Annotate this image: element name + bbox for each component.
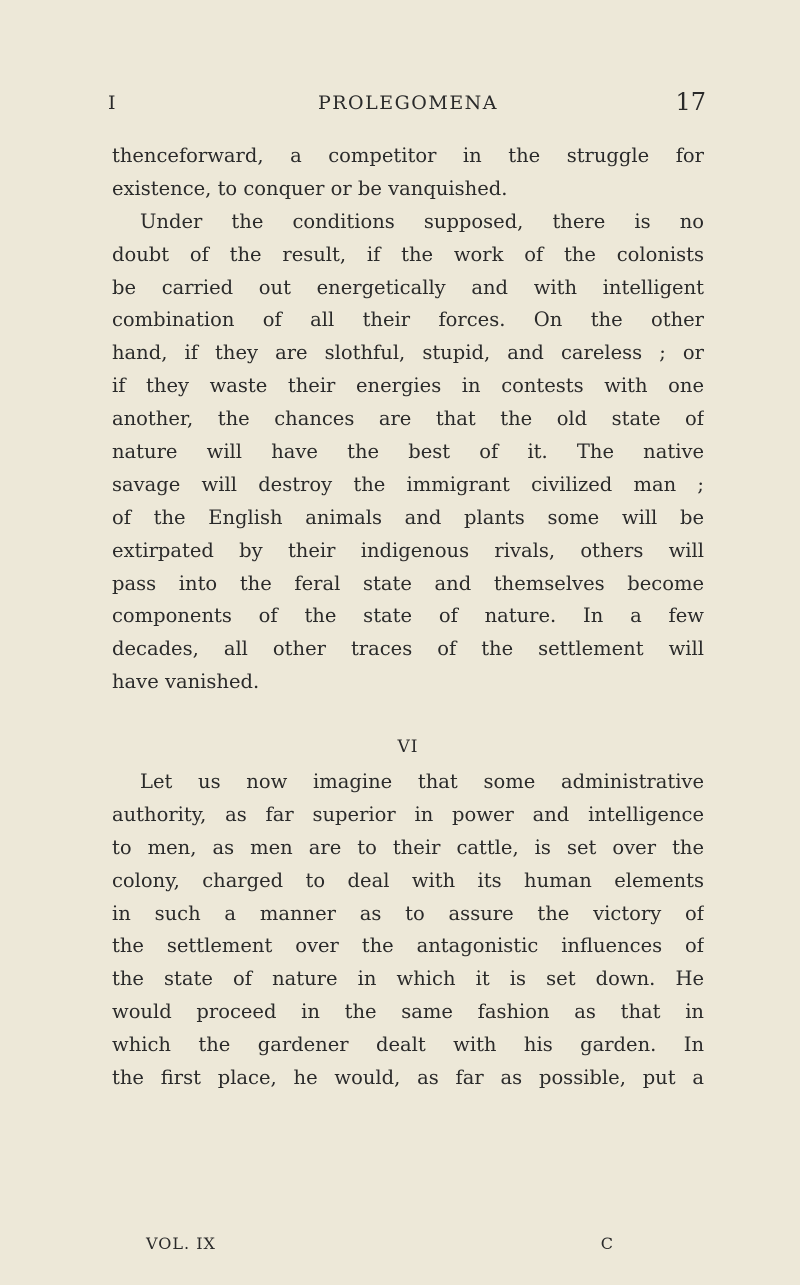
text-line: the state of nature in which it is set down. He [112,967,704,991]
running-title: PROLEGOMENA [317,92,499,114]
signature-mark: C [600,1234,614,1253]
text-line: pass into the feral state and themselves become [112,571,704,595]
text-line: which the gardener dealt with his garden. In [112,1033,704,1057]
text-line: components of the state of nature. In a few [112,604,704,628]
page-number: 17 [675,88,706,116]
text-line: in such a manner as to assure the victory of [112,901,704,925]
running-header [108,88,708,118]
text-line: Let us now imagine that some administrative [140,770,704,794]
text-line: would proceed in the same fashion as that in [112,1000,704,1024]
text-line: the first place, he would, as far as possible, put a [112,1066,704,1090]
text-line: the settlement over the antagonistic influences of [112,934,704,958]
page-footer [146,1234,614,1258]
text-line: combination of all their forces. On the other [112,308,704,332]
text-line: to men, as men are to their cattle, is set over the [112,835,704,859]
text-line: authority, as far superior in power and intelligence [112,802,704,826]
section-heading: VI [397,737,419,758]
text-line: nature will have the best of it. The native [112,440,704,464]
text-line: Under the conditions supposed, there is no [140,209,704,233]
chapter-number: I [108,92,116,114]
text-line: hand, if they are slothful, stupid, and careless ; or [112,341,704,365]
text-line: existence, to conquer or be vanquished. [112,176,508,200]
paragraph [112,206,704,699]
body-text [112,140,704,1095]
text-line: of the English animals and plants some will be [112,505,704,529]
text-line: savage will destroy the immigrant civilized man ; [112,472,704,496]
text-line: have vanished. [112,670,260,694]
text-line: doubt of the result, if the work of the colonists [112,242,704,266]
paragraph-continued [112,140,704,206]
text-line: thenceforward, a competitor in the struggle for [112,144,704,167]
volume-mark: VOL. IX [146,1234,216,1253]
paragraph [112,766,704,1095]
text-line: extirpated by their indigenous rivals, others will [112,538,704,562]
text-line: be carried out energetically and with intelligent [112,275,704,299]
text-line: if they waste their energies in contests with one [112,374,704,398]
text-line: decades, all other traces of the settlement will [112,637,704,661]
text-line: colony, charged to deal with its human elements [112,868,704,892]
text-line: another, the chances are that the old state of [112,407,704,431]
